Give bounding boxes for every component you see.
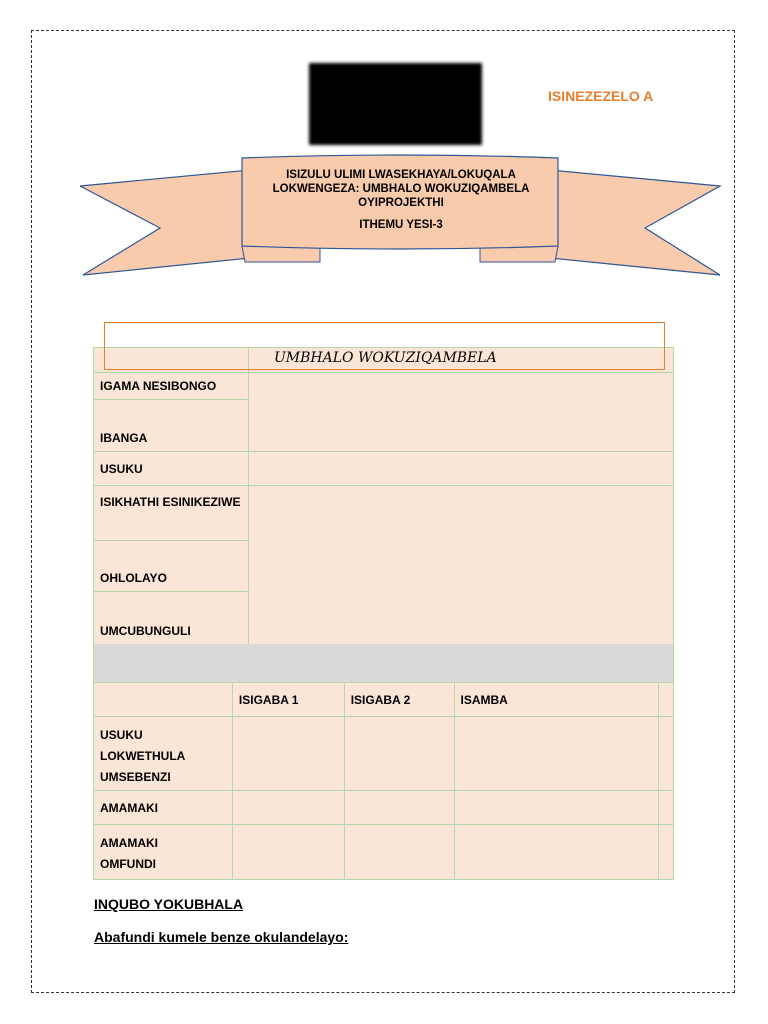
marks-section-2-cell[interactable]	[344, 791, 454, 825]
learner-marks-section-2-cell[interactable]	[344, 825, 454, 880]
marks-header-section-2: ISIGABA 2	[344, 683, 454, 717]
marks-section-1-cell[interactable]	[232, 791, 344, 825]
form-title: UMBHALO WOKUZIQAMBELA	[274, 350, 497, 366]
marks-header-extra	[658, 683, 673, 717]
learners-instruction-subheading: Abafundi kumele benze okulandelayo:	[94, 929, 349, 945]
banner-title	[245, 168, 557, 232]
annex-label: ISINEZEZELO A	[548, 88, 654, 104]
date-field[interactable]	[248, 452, 673, 486]
marks-row-label-marks: AMAMAKI	[94, 791, 233, 825]
name-and-grade-field[interactable]	[248, 373, 673, 452]
submission-date-total-cell[interactable]	[454, 717, 658, 791]
banner-line-3: OYIPROJEKTHI	[358, 197, 444, 209]
submission-date-section-1-cell[interactable]	[232, 717, 344, 791]
row-label-name: IGAMA NESIBONGO	[94, 373, 249, 400]
banner-line-4: ITHEMU YESI-3	[359, 219, 443, 231]
submission-date-section-2-cell[interactable]	[344, 717, 454, 791]
marks-header-total: ISAMBA	[454, 683, 658, 717]
learner-marks-extra-cell	[658, 825, 673, 880]
writing-process-heading: INQUBO YOKUBHALA	[94, 896, 244, 912]
row-label-assessor: OHLOLAYO	[94, 541, 249, 592]
redacted-logo	[309, 63, 482, 145]
marks-total-cell[interactable]	[454, 791, 658, 825]
row-label-moderator: UMCUBUNGULI	[94, 592, 249, 645]
marks-header-section-1: ISIGABA 1	[232, 683, 344, 717]
learner-marks-section-1-cell[interactable]	[232, 825, 344, 880]
banner-line-1: ISIZULU ULIMI LWASEKHAYA/LOKUQALA	[286, 169, 516, 181]
banner-line-2: LOKWENGEZA: UMBHALO WOKUZIQAMBELA	[272, 183, 530, 195]
time-assessor-moderator-field[interactable]	[248, 486, 673, 645]
learner-marks-total-cell[interactable]	[454, 825, 658, 880]
marks-table	[93, 682, 674, 880]
row-label-date: USUKU	[94, 452, 249, 486]
submission-date-extra-cell	[658, 717, 673, 791]
row-label-time-allocated: ISIKHATHI ESINIKEZIWE	[94, 486, 249, 541]
marks-row-label-learner-marks: AMAMAKI OMFUNDI	[94, 825, 233, 880]
marks-extra-cell	[658, 791, 673, 825]
cover-form-table	[93, 347, 674, 645]
row-label-grade: IBANGA	[94, 400, 249, 452]
separator-band	[93, 644, 674, 682]
marks-header-blank	[94, 683, 233, 717]
marks-row-label-submission-date: USUKU LOKWETHULA UMSEBENZI	[94, 717, 233, 791]
